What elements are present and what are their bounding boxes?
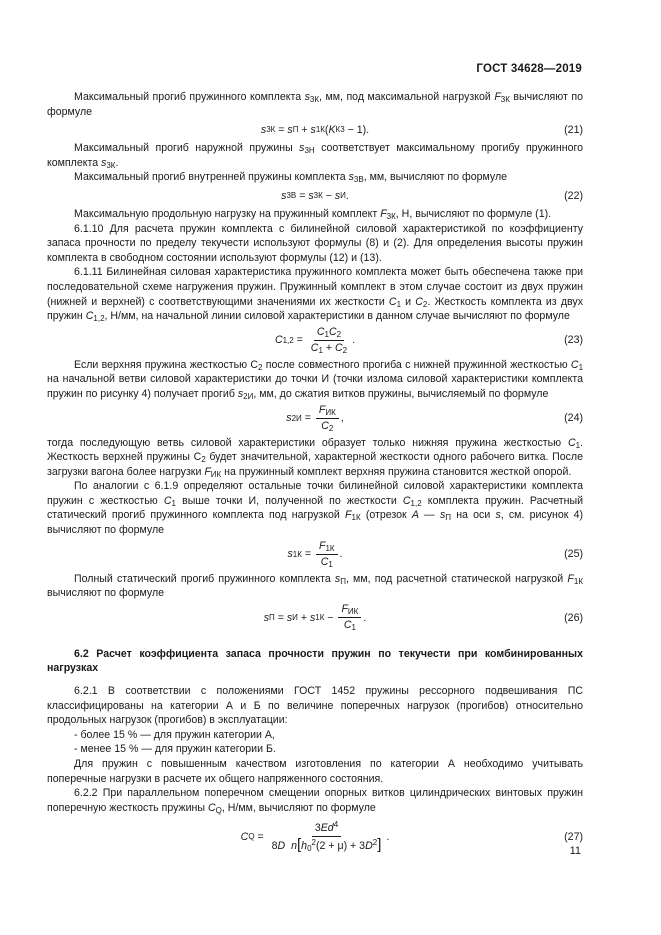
formula-number: (23) — [564, 334, 583, 347]
page-number: 11 — [569, 845, 581, 857]
formula-21: s 3К = s П + s 1К ( K К3 − 1). (21) — [47, 119, 583, 141]
paragraph: 6.1.11 Билинейная силовая характеристика пружинного комплекта может быть обеспечена также при последовательной схеме нагружения пружин. Пружинный комплект в этом случае состоит из двух пружин (нижней и верхней) с соответствующими значениями их жесткости $C_1$ и $C_2$. Жесткость комплекта из двух пружин $C_{1,2}$, Н/мм, на начальной линии силовой характеристики в данном случае вычисляют по формуле — [47, 266, 583, 324]
paragraph: Если верхняя пружина жесткостью $C_2$ после совместного прогиба с нижней пружинной жесткостью $C_1$ на начальной ветви силовой характеристики до точки И (точки излома силовой характеристики комплекта пружин по рисунку 4) получает прогиб $s_{2И}$, мм, до сжатия витков пружины, вычисляемый по формуле — [47, 358, 584, 401]
formula-number: (21) — [564, 123, 583, 136]
paragraph: Максимальный прогиб внутренней пружины комплекта $s_{3В}$, мм, вычисляют по формуле — [74, 171, 508, 185]
paragraph: 6.2.1 В соответствии с положениями ГОСТ 1452 пружины рессорного подвешивания ПС классифицированы на категории А и Б по величине поперечных нагрузок (прогибов) относительно продольных нагрузок (прогибов) в эксплуатации: — [47, 685, 583, 727]
formula-26: s П = s И + s 1К − $\frac{F_{ИК}}{C_1}$ . (26) — [47, 601, 583, 635]
formula-27: C Q = $\frac{3Ed^4}{8D n[h_0^2(2 + \mu) + 3D^2]}$ . (27) — [47, 815, 583, 859]
paragraph: Полный статический прогиб пружинного комплекта $s_П$, мм, под расчетной статической нагрузкой $F_{1К}$ вычисляют по формуле — [47, 572, 583, 600]
formula-25: s 1К = $\frac{F_{1К}}{C_1}$ . (25) — [47, 538, 583, 572]
page-header: ГОСТ 34628—2019 — [476, 63, 582, 75]
formula-23: C 1,2 = $\frac{C_1C_2}{C_1 + C_2}$ . (23) — [47, 324, 583, 358]
paragraph: Для пружин с повышенным качеством изготовления по категории А необходимо учитывать поперечные нагрузки в расчете их общего напряженного состояния. — [47, 758, 583, 785]
list-item: - более 15 % — для пружин категории А, — [74, 728, 275, 741]
paragraph: Максимальный прогиб пружинного комплекта $s_{3К}$, мм, под максимальной нагрузкой $F_{3К}$ вычисляют по формуле — [47, 91, 583, 118]
paragraph: Максимальный прогиб наружной пружины $s_{3Н}$ соответствует максимальному прогибу пружинного комплекта $s_{3К}$. — [47, 142, 583, 170]
paragraph: Максимальную продольную нагрузку на пружинный комплект $F_{3К}$, Н, вычисляют по формуле (1). — [74, 207, 552, 221]
paragraph: 6.2.2 При параллельном поперечном смещении опорных витков цилиндрических винтовых пружин поперечную жесткость пружины $C_Q$, Н/мм, вычисляют по формуле — [47, 787, 583, 815]
section-title: 6.2 Расчет коэффициента запаса прочности пружин по текучести при комбинированных нагрузках — [47, 647, 583, 675]
paragraph: тогда последующую ветвь силовой характеристики образует только нижняя пружина жесткостью $C_1$. Жесткость верхней пружины $C_2$ будет значительной, характерной жесткости одного рабочего витка. После загрузки вагона более нагрузки $F_{ИК}$ на пружинный комплект верхняя пружина становится жесткой опорой. — [47, 436, 583, 479]
formula-number: (24) — [564, 412, 583, 425]
list-item: - менее 15 % — для пружин категории Б. — [74, 743, 276, 756]
paragraph: 6.1.10 Для расчета пружин комплекта с билинейной силовой характеристикой по коэффициенту запаса прочности по пределу текучести используют формулы (8) и (2). Для определения высоты пружин комплекта в свободном состоянии используют формулы (12) и (13). — [47, 222, 583, 264]
page-content — [47, 90, 583, 859]
formula-number: (22) — [564, 189, 583, 202]
formula-number: (27) — [564, 831, 583, 844]
formula-number: (26) — [564, 611, 583, 624]
formula-24: s 2И = $\frac{F_{ИК}}{C_2}$ , (24) — [47, 402, 583, 436]
formula-22: s 3В = s 3К − s И . (22) — [47, 185, 583, 207]
formula-number: (25) — [564, 548, 583, 561]
paragraph: По аналогии с 6.1.9 определяют остальные точки билинейной силовой характеристики комплекта пружин с жесткостью $C_1$ выше точки И, полученной по жесткости $C_{1,2}$ комплекта пружин. Расчетный статический прогиб пружинного комплекта под нагрузкой $F_{1К}$ (отрезок A — $s_П$ на оси s, см. рисунок 4) вычисляют по формуле — [47, 480, 584, 537]
